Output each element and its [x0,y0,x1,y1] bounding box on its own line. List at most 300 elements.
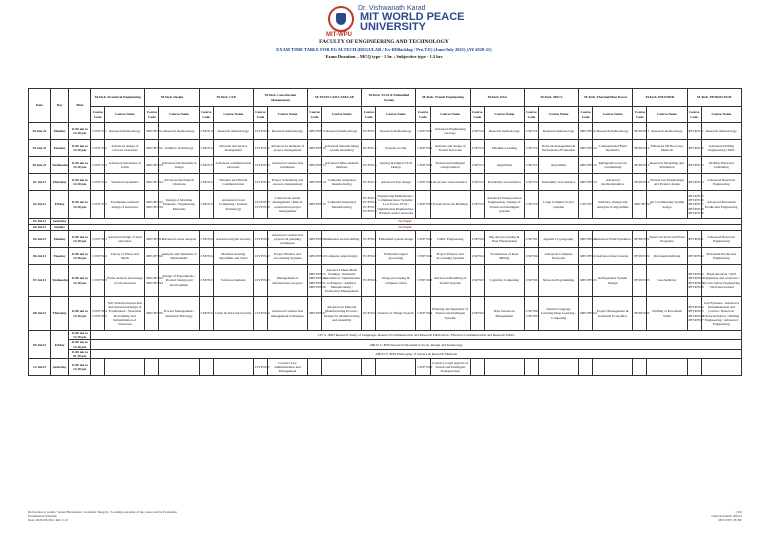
course-code: CSE7012 [199,140,213,157]
course-code: MECH7011 [145,123,159,140]
course-code: CIVE7013 [91,157,105,174]
row-time: 11.00 am to 01.30 pm [69,349,91,358]
course-name: Embedded signal processing [376,248,416,265]
course-name [322,359,362,376]
header-program: M.Tech. PM.FMER [633,89,687,107]
course-code: CSE7021 [524,231,538,248]
course-name: Advanced communication networks [213,157,253,174]
course-code: CIVE7011 [91,123,105,140]
course-name: Process Management / Industrial Tribology [159,297,199,331]
course-name: Research methodology [701,123,741,140]
course-code: CIVE7022 [253,248,267,265]
course-code: CSE7023 [524,265,538,297]
holiday-label: No Paper [69,225,742,231]
course-name: Traffic Engineering [430,231,470,248]
course-code: ECE7024 [362,297,376,331]
course-name: Statistics, Design and Analysis of Algorithms [593,191,633,219]
course-name: Finite analysis and design of tall structures [105,265,145,297]
course-code: ECE7011 [362,123,376,140]
course-name: Big data processing & Data Warehousing [484,231,524,248]
course-name: Project Management & Industrial Economics [593,297,633,331]
row-date: 29.Jun.21 [29,140,51,157]
course-name [538,359,578,376]
header-course-code: Course Code [362,107,376,123]
course-code: MECH7022 [145,248,159,265]
course-name: Advanced Test design [376,174,416,191]
course-code [145,359,159,376]
row-date: 05.Jul.21 [29,231,51,248]
course-name: Software methods [213,265,253,297]
course-code: PETR7021 [687,231,701,248]
course-code: MECH7025 [145,297,159,331]
exam-details: Exam Duration – MCQ type - 1 hr. ; Subjective type - 1.5 hrs [325,54,443,59]
course-code: PETR7015 PETR7016 PETR7017 PETR7018 PETR7019 [687,191,701,219]
course-code: PETR7023 PETR7024 PETR7025 PETR7026 [687,265,701,297]
course-name: Contract, Legal Aspects of Transit and Intelligent Transportation [430,359,470,376]
course-code: CIVE7021 [253,231,267,248]
footer-right-line1: CEO [735,510,742,514]
course-code: MECH7015 [308,191,322,219]
row-time: 11.00 am to 12.30 pm [69,297,91,331]
course-code: MECH7022 [579,248,593,265]
course-code: ECE7012 [362,140,376,157]
course-code: CIVE7014 [416,174,430,191]
course-code: CSE7014 [524,174,538,191]
timetable [28,88,742,376]
course-code: PETR7014 [633,174,647,191]
header-course-code: Course Code [253,107,267,123]
course-name: Analysis and design of Transit Networks [430,140,470,157]
course-code: CIVE7022 [416,248,430,265]
course-code: MECH7011 [579,123,593,140]
course-code: CSE7024 [470,297,484,331]
brand-top: Dr. Vishwanath Karad [358,5,426,12]
course-name: Natural Gas Engineering and Product design [647,174,687,191]
course-code: PETR7011 [687,123,701,140]
course-code: CSE7024 CSE7025 [524,297,538,331]
course-code: MECH7023 [579,265,593,297]
course-name: Data Science in Management [484,297,524,331]
course-name: Road user characteristics [430,174,470,191]
course-name [593,359,633,376]
course-name: Petroleum Production Engineering [701,248,741,265]
course-name: Gas Hydrates / Advanced Instrumentation and Control / Reservoir Characterization / Drilling Engineering / Advanced Engineering [701,297,741,331]
course-code: MECH7015 [633,191,647,219]
course-name: Cyber & Network Security [213,297,253,331]
footer-left-line1: Declaration of results/ Sexual Harassment / Academic Integrity / Learning outcomes of the course and its Evaluation [28,510,177,514]
course-name: Advances in methods of project management [267,140,307,157]
course-code: MECH7027 [308,297,322,331]
course-name: Research methodology [159,123,199,140]
course-name [376,359,416,376]
header-course-code: Course Code [524,107,538,123]
course-name: Reservoir Modelling and Simulation [647,157,687,174]
course-name: Additive Technology [159,140,199,157]
course-code: CIVE7014 [253,174,267,191]
header-course-name: Course Name [701,107,741,123]
row-time: 11.00 am to 12.30 pm [69,331,91,340]
course-name: Advanced Drilling Engineering I, ERS [701,140,741,157]
header-course-name: Course Name [647,107,687,123]
course-name: Advanced Reservoir Engineering [701,174,741,191]
course-name: Advanced design of steel structures [105,231,145,248]
course-name: Geochemistry [647,265,687,297]
course-code: CIVE7012 [253,140,267,157]
course-code: CSE7014 [470,174,484,191]
course-name: Wireless and Mobile Communication [213,174,253,191]
course-code: CIVE7024 [416,297,430,331]
course-code: MECH7021 [579,231,593,248]
row-day: Saturday [51,359,69,376]
header-course-name: Course Name [267,107,307,123]
course-code: PETR7012 [687,140,701,157]
course-code: PETR7013 [687,157,701,174]
footer-right-line3: MIT-WPU, PUNE [718,518,742,522]
course-code [687,359,701,376]
row-date: 01.Jul.21 [29,174,51,191]
course-code [633,359,647,376]
course-code: CSE7022 [524,248,538,265]
course-name: Image processing & computer vision [376,265,416,297]
course-name: Advanced stress analysis [159,231,199,248]
course-name [484,359,524,376]
header-program: M.Tech. Structural Engineering [91,89,145,107]
course-code: CSE7015 [470,191,484,219]
course-code: CIVE7025 [253,359,267,376]
footer-left [28,510,177,522]
course-name: Transit and intelligent transportation [430,157,470,174]
header-program: M.TECH CAD/CAM/CAE [308,89,362,107]
header-program: M.Tech. DSA [470,89,524,107]
course-code: PETR7022 [633,248,647,265]
course-name: Advanced Cloud Computing / Internet Technology [213,191,253,219]
course-code: PETR7024 [633,297,647,331]
row-day: Friday [51,331,69,359]
header-course-code: Course Code [416,107,430,123]
header-program: M.Tech. MSCS [524,89,578,107]
course-name [647,359,687,376]
course-name: Advanced construction management techniques [267,297,307,331]
header-day: Day [51,89,69,123]
exam-title: EXAM TIME TABLE FOR PG M.TECH (REGULAR / Ex-Ill/Backlog / Pro.T.E) (June/July 2021) (AY 2020-21) [276,47,492,52]
row-date: 09.Jul.21 [29,331,51,359]
course-name: Research methodology [322,123,362,140]
row-time: 11.00 am to 12.30 pm [69,123,91,140]
brand-name: MIT WORLD PEACE UNIVERSITY [360,11,465,33]
course-name: Research methodology [538,123,578,140]
header-course-code: Course Code [470,107,484,123]
row-time: 11.00 am to 12.30 pm [69,231,91,248]
course-code: PETR7013 [633,157,647,174]
course-code [470,359,484,376]
course-code: CIVE7011 [416,123,430,140]
row-date: 06.Jul.21 [29,248,51,265]
course-name [701,359,741,376]
header-course-name: Course Name [593,107,633,123]
course-name: Network Programming [538,265,578,297]
course-name: Research methodology [376,123,416,140]
course-code: MECH7012 [145,140,159,157]
course-name: Foundations of Data Mining [484,248,524,265]
course-name: Advanced Engineering Geology [430,123,470,140]
course-name: Probability and statistics [538,174,578,191]
course-name: Drilling Fluid and Cementing [701,157,741,174]
footer-left-line2: Examination Schedule [28,514,57,518]
course-name: Soil Structure Interaction and Advanced Design of Foundations / Structural Retrofitting and Rehabilitation of Structures [105,297,145,331]
course-name: Machine learning algorithms and Tools [213,248,253,265]
course-name: Refrigeration and air conditioning [593,157,633,174]
row-date: 12.Jul.21 [29,359,51,376]
course-name: Algorithms [538,157,578,174]
course-name: Contract Law Administration and Management [267,359,307,376]
course-name: Advanced Fluid Dynamics [593,231,633,248]
course-code: PETR7012 [633,140,647,157]
row-day: Monday [51,123,69,140]
course-name: Applied Cryptography [538,231,578,248]
course-code: ECE7015 ECE7016 ECE7017 ECE7018 [362,191,376,219]
course-name: Contracts & tender management / Risk in construction project management [267,191,307,219]
course-code: CSE7013 [524,157,538,174]
course-code: MECH7015 MECH7016 [145,191,159,219]
row-time: 11.00 am to 12.30 pm [69,191,91,219]
row-time: 11.00 am to 12.30 pm [69,359,91,376]
course-name: Structural dynamics [105,174,145,191]
course-code: CSE7021 [199,231,213,248]
course-code: CIVE7025 [416,359,430,376]
course-code: CSE7024 [199,297,213,331]
course-name: Project Finance and Accounting Systems [430,248,470,265]
course-name: Advanced mechanics of solids [105,157,145,174]
course-code: PETR7021 [633,231,647,248]
row-time: 11.00 am to 12.30 pm [69,248,91,265]
course-code [91,359,105,376]
row-date: 29.Jun.21 [29,123,51,140]
course-code: CSE7012 [470,140,484,157]
header-course-code: Course Code [91,107,105,123]
course-name: Advanced construction projects & planning techniques [267,231,307,248]
header-course-name: Course Name [213,107,253,123]
header-course-name: Course Name [484,107,524,123]
course-name: Advanced Reservoir Engineering [701,231,741,248]
course-name: Algorithms [484,157,524,174]
course-name: Advanced finite element methods [322,157,362,174]
row-day: Wednesday [51,265,69,297]
row-time: 11.00 am to 12.30 pm [69,340,91,349]
course-name: Research methodology [593,123,633,140]
course-code [199,359,213,376]
common-paper: ABCD S- 8003 Research Information Tools, Design and Technology [91,340,742,349]
header-program: M.Tech. VLSI & Embedded System [362,89,416,107]
course-name: Network management & Performance Evaluation [538,140,578,157]
course-code: MECH7023 MECH7024 [145,265,159,297]
course-name: Computer aided design [322,248,362,265]
header-course-code: Course Code [633,107,647,123]
course-name: Air Conditioning System design [647,191,687,219]
row-date: 08.Jul.21 [29,297,51,331]
course-code: CSE7013 [199,157,213,174]
course-name: Project Scheduling and resource management [267,174,307,191]
course-name: Advanced Modelling of Transit Systems [430,265,470,297]
course-name: Design of Machine Elements / Engineering Materials [159,191,199,219]
row-day: Saturday [51,219,69,225]
course-code: ECE7013 [362,157,376,174]
course-code: PETR7014 [687,174,701,191]
course-code: CSE7015 [199,191,213,219]
course-name: Earthquake resistant design of structures [105,191,145,219]
course-name: Advanced construction techniques [267,157,307,174]
course-code: CSE7013 [470,157,484,174]
course-code: CIVE7015 [416,191,430,219]
course-code: CIVE7021 [91,231,105,248]
row-day: Friday [51,191,69,219]
course-name: Advanced digital security [213,231,253,248]
row-time: 11.00 am to 12.30 pm [69,265,91,297]
course-name: Natural Language Learning Deep Learning / Computing [538,297,578,331]
course-name: Advanced Transportation Engineering / Design of Transit and Intelligent systems [484,191,524,219]
course-code [524,359,538,376]
course-code: CIVE7023 [253,265,267,297]
course-code: CIVE7024 CIVE7025 [91,297,105,331]
header-time: Time [69,89,91,123]
course-code: PETR7022 [687,248,701,265]
course-code: CIVE7012 [416,140,430,157]
course-code: MECH7014 [145,174,159,191]
course-name: Engineering Mathematics / Communication Systems / Low Power VLSI / Optimization Engineering / Wireless sensor networks [376,191,416,219]
course-code: MECH7013 [579,157,593,174]
course-code: ECE7014 [362,174,376,191]
row-day: Tuesday [51,248,69,265]
row-day: Tuesday [51,140,69,157]
course-code: CIVE7013 [416,157,430,174]
header-program: M.Tech. PETROLEUM [687,89,741,107]
common-paper: ABCD S- 8003 Philosophy of Science & Research Methods [91,349,742,358]
course-code [308,359,322,376]
header-course-name: Course Name [105,107,145,123]
course-code: MECH7014 [579,174,593,191]
course-name: Basin Analysis / Well completion and workover / Process Safety Engineering / Well intervention [701,265,741,297]
course-name: Design of Experiments / Product Design and Development [159,265,199,297]
header-program: M.Tech. Design [145,89,199,107]
course-code: MECH7022 [308,248,322,265]
brand-abbr: MIT-WPU [326,32,352,38]
course-code: MECH7011 [308,123,322,140]
row-day: Sunday [51,225,69,231]
course-code: CIVE7023 [91,265,105,297]
course-name: Refrigeration System Design [593,265,633,297]
course-name: Research methodology [267,123,307,140]
course-code: CSE7015 [579,191,593,219]
row-time: 11.00 am to 12.30 pm [69,174,91,191]
course-name: Analysis and Synthesis of Mechanisms [159,248,199,265]
course-name: Project Finance and Accounting Systems [267,248,307,265]
row-date: 30.Jun.21 [29,157,51,174]
course-name: Computer integrated manufacturing [322,174,362,191]
course-code: CIVE7011 [253,123,267,140]
row-date: 03.Jul.21 [29,219,51,225]
course-name: Machine Learning [484,140,524,157]
header-course-code: Course Code [308,107,322,123]
course-code: CIVE7015 CIVE7016 [253,191,267,219]
header-program: M.Tech. CSE [199,89,253,107]
row-date: 02.Jul.21 [29,191,51,219]
course-code: CSE7012 [524,140,538,157]
course-name: Research methodology [647,123,687,140]
course-code: CSE7014 [199,174,213,191]
course-name: System on chip [376,140,416,157]
course-code: MECH7013 [145,157,159,174]
course-name: Advanced Sheet Metal Working / Industrial Automation / Optimization techniques / Additive Manufacturing / Production Management [322,265,362,297]
course-name: Theory of Plates and Shells [105,248,145,265]
course-name: Computational Fluid Dynamics [593,140,633,157]
course-name: Network and service management [213,140,253,157]
course-name: Transit Network Planning [430,191,470,219]
faculty-title: FACULTY OF ENGINEERING AND TECHNOLOGY [319,39,449,45]
course-code: CSE7021 [470,231,484,248]
row-date: 04.Jul.21 [29,225,51,231]
header-course-code: Course Code [579,107,593,123]
course-name: Enhanced Oil Recovery Methods [647,140,687,157]
header-program: M.Tech. Thermal/Heat Power [579,89,633,107]
course-name: Advanced heat transfer [593,248,633,265]
footer-left-line3: Date: 28/JUNE/2021 Ref: C-01 [28,518,69,522]
course-name: Research methodology [213,123,253,140]
course-name: Probability and statistics [484,174,524,191]
course-code: CSE7011 [199,123,213,140]
course-code: CIVE7023 [416,265,430,297]
course-name: Research methodology [484,123,524,140]
course-code: MECH7023 MECH7024 MECH7025 MECH7026 [308,265,322,297]
header-course-name: Course Name [430,107,470,123]
header-program: M.Tech. Transit Engineering [416,89,470,107]
row-day: Thursday [51,297,69,331]
header-course-code: Course Code [145,107,159,123]
course-code: CIVE7012 [91,140,105,157]
course-name: Embedded system design [376,231,416,248]
row-date: 07.Jul.21 [29,265,51,297]
course-code: CIVE7013 [253,157,267,174]
course-name: Advanced mechanisms in design [159,157,199,174]
row-day: Thursday [51,174,69,191]
row-day: Wednesday [51,157,69,174]
common-paper: CIV S- 8003 Research Study of Languages, Research Communication and Research Publication / Effective Communication and Research Ethics [91,331,742,340]
course-code: CSE7023 [199,265,213,297]
header-course-code: Course Code [687,107,701,123]
course-code: ECE7022 [362,248,376,265]
course-name: Petroleum Refining [647,248,687,265]
course-code: PETR7011 [633,123,647,140]
course-code [362,359,376,376]
course-name: Internet of Things System [376,297,416,331]
course-code: CSE7022 [470,248,484,265]
row-time: 11.00 am to 12.30 pm [69,140,91,157]
course-code: MECH7024 [579,297,593,331]
course-name: Advances in Material Manufacturing Process / Design for Manufacturing and Assembly [322,297,362,331]
course-code: PETR7023 [633,265,647,297]
course-code: PETR7024 PETR7025 PETR7026 PETR7027 [687,297,701,331]
course-name: Computer Integrated Manufacturing [322,191,362,219]
course-code: CIVE7021 [416,231,430,248]
course-code: CIVE7024 [253,297,267,331]
course-code: CSE7015 [524,191,538,219]
course-code: ECE7023 [362,265,376,297]
course-code: CSE7023 [470,265,484,297]
course-name: Reservoir Rock and Fluid Properties [647,231,687,248]
course-name: Advanced Computer Networks [538,248,578,265]
course-name: Advanced Petroleum Production Engineering [701,191,741,219]
course-code: CSE7011 [524,123,538,140]
course-name [159,359,199,376]
course-name: Research methodology [105,123,145,140]
